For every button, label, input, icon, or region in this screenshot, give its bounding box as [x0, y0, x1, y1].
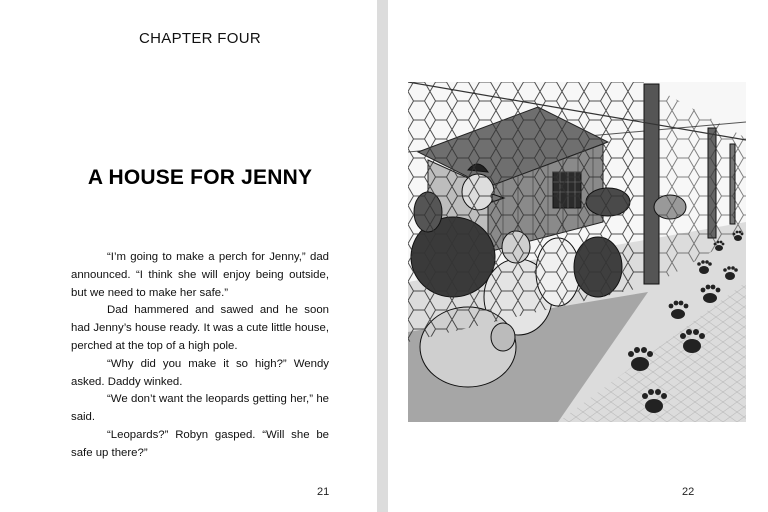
book-gutter — [377, 0, 388, 512]
chicken-coop-illustration — [408, 82, 746, 422]
page-number-right: 22 — [682, 486, 695, 498]
body-text — [71, 249, 329, 463]
chapter-label: CHAPTER FOUR — [139, 30, 261, 47]
paragraph: “Why did you make it so high?” Wendy asked. Daddy winked. — [71, 357, 329, 388]
left-page — [0, 0, 377, 512]
paragraph: “I’m going to make a perch for Jenny,” dad announced. “I think she will enjoy being outside, but we need to make her safe.” — [71, 251, 329, 299]
chapter-title: A HOUSE FOR JENNY — [87, 166, 313, 189]
right-page — [388, 0, 768, 512]
paragraph: Dad hammered and sawed and he soon had Jenny’s house ready. It was a cute little house, perched at the top of a high pole. — [71, 304, 329, 352]
paragraph: “We don’t want the leopards getting her,” he said. — [71, 393, 329, 424]
paragraph: “Leopards?” Robyn gasped. “Will she be safe up there?” — [71, 428, 329, 459]
page-number-left: 21 — [317, 486, 330, 498]
